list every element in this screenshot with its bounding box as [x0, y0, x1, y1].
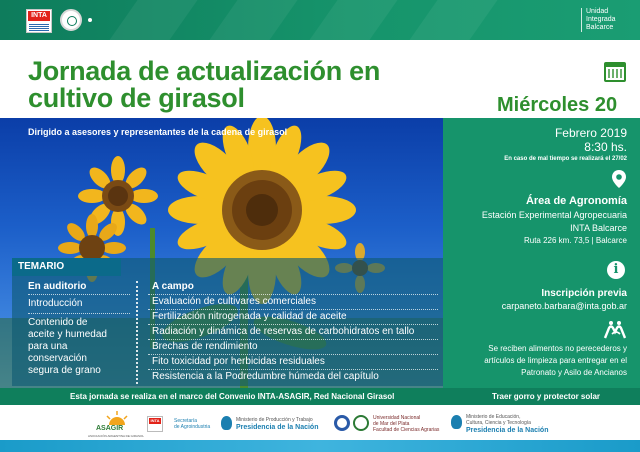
ministerio-produccion-line2: Presidencia de la Nación: [236, 424, 319, 431]
convenio-text: Esta jornada se realiza en el marco del Convenio INTA-ASAGIR, Red Nacional Girasol: [70, 392, 395, 401]
campo-title: A campo: [152, 281, 194, 292]
ministerio-educacion-line3: Presidencia de la Nación: [466, 427, 549, 434]
list-item: Fito toxicidad por herbicidas residuales: [152, 356, 325, 367]
ministerio-educacion-line1: Ministerio de Educación,: [466, 414, 521, 420]
asagir-logo-text: ASAGIR: [96, 425, 124, 432]
list-item: Introducción: [28, 298, 83, 309]
location-line2: INTA Balcarce: [570, 223, 627, 233]
list-item: Resistencia a la Podredumbre húmeda del capítulo: [152, 371, 379, 382]
unmdp-logo-icon: [334, 415, 350, 431]
seal-logo: [60, 9, 82, 31]
hands-icon: [603, 320, 629, 340]
unit-label: Unidad Integrada Balcarce: [581, 8, 631, 32]
inta-footer-logo: INTA: [147, 416, 163, 432]
asagir-sun-icon: [104, 411, 130, 425]
event-day: Miércoles 20: [497, 94, 618, 116]
auditorio-title: En auditorio: [28, 281, 87, 292]
list-item: Evaluación de cultivares comerciales: [152, 296, 316, 307]
header-bar: [0, 0, 640, 40]
location-line3: Ruta 226 km. 73,5 | Balcarce: [523, 236, 627, 245]
event-info-panel: [443, 118, 640, 392]
sponsor-footer: [0, 405, 640, 440]
list-item: Brechas de rendimiento: [152, 341, 258, 352]
location-name: Área de Agronomía: [525, 195, 627, 207]
weather-note: En caso de mal tiempo se realizará el 27/02: [504, 156, 627, 162]
page-title: Jornada de actualización en cultivo de girasol: [28, 56, 381, 113]
secretaria-line1: Secretaría: [174, 418, 198, 424]
temario-heading: TEMARIO: [12, 258, 121, 276]
escudo-icon: [221, 416, 232, 430]
event-time: 8:30 hs.: [584, 140, 627, 154]
secretaria-line2: de Agroindustria: [174, 424, 211, 430]
donation-line2: artículos de limpieza para entregar en el: [484, 356, 627, 365]
donation-line3: Patronato y Asilo de Ancianos: [521, 368, 627, 377]
universidad-line3: Facultad de Ciencias Agrarias: [373, 427, 440, 433]
info-bar: [0, 388, 640, 405]
bullet-dot: [88, 18, 92, 22]
inta-logo: INTA: [26, 9, 52, 33]
escudo-icon: [451, 415, 462, 429]
ministerio-produccion-line1: Ministerio de Producción y Trabajo: [236, 417, 313, 423]
info-icon: i: [607, 261, 625, 279]
list-item: Radiación y dinámica de reservas de carbohidratos en tallo: [152, 326, 415, 337]
ministerio-educacion-line2: Cultura, Ciencia y Tecnología: [466, 420, 531, 426]
universidad-line1: Universidad Nacional: [373, 415, 421, 421]
bring-hat-text: Traer gorro y protector solar: [492, 392, 601, 401]
column-divider: [136, 281, 138, 384]
subtitle: Dirigido a asesores y representantes de la cadena de girasol: [28, 127, 288, 137]
calendar-icon: [604, 62, 626, 82]
facultad-seal-icon: [353, 415, 369, 431]
registration-title: Inscripción previa: [541, 288, 627, 299]
list-item: Fertilización nitrogenada y calidad de aceite: [152, 311, 347, 322]
asagir-subtext: ASOCIACIÓN ARGENTINA DE GIRASOL: [88, 434, 145, 438]
donation-line1: Se reciben alimentos no perecederos y: [488, 344, 627, 353]
event-month-year: Febrero 2019: [554, 126, 627, 140]
bottom-strip: [0, 440, 640, 452]
list-item: Contenido de aceite y humedad para una conservación segura de grano: [28, 317, 107, 376]
location-pin-icon: [612, 170, 626, 188]
registration-email[interactable]: carpaneto.barbara@inta.gob.ar: [501, 301, 627, 311]
location-line1: Estación Experimental Agropecuaria: [481, 210, 627, 220]
universidad-line2: de Mar del Plata: [373, 421, 410, 427]
